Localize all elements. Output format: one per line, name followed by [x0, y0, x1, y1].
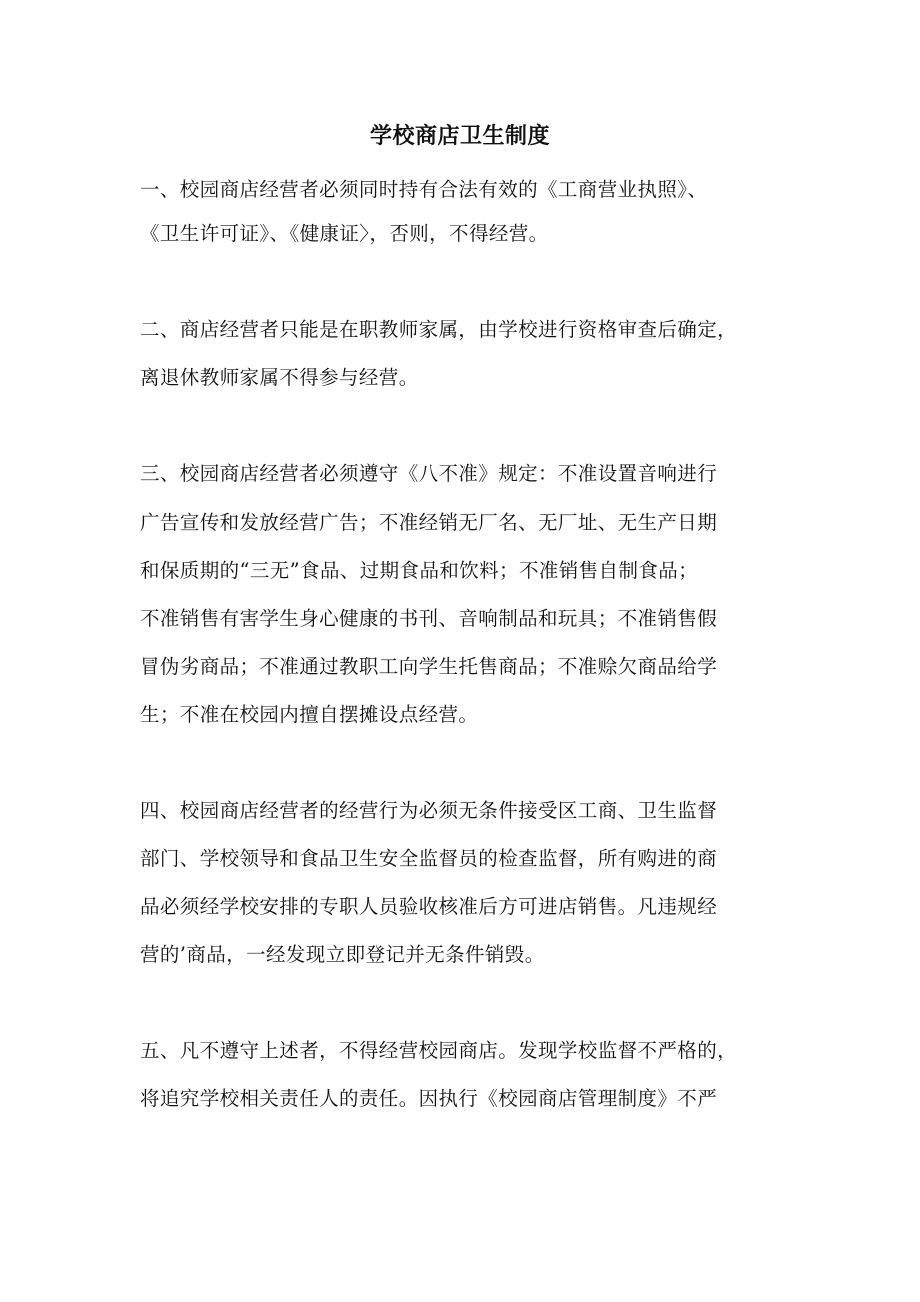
paragraph-3-line-4: 不准销售有害学生身心健康的书刊、音响制品和玩具；不准销售假: [140, 607, 718, 630]
paragraph-3-line-6: 生；不准在校园内擅自摆摊设点经营。: [140, 703, 479, 726]
document-title: 学校商店卫生制度: [369, 123, 550, 149]
paragraph-4-line-4: 营的’商品，一经发现立即登记并无条件销毁。: [140, 943, 545, 966]
paragraph-3-line-3: 和保质期的“三无”食品、过期食品和饮料；不准销售自制食品；: [140, 559, 699, 582]
paragraph-5-line-2: 将追究学校相关责任人的责任。因执行《校园商店管理制度》不严: [140, 1087, 718, 1110]
paragraph-3-line-1: 三、校园商店经营者必须遵守《八不准》规定：不准设置音响进行: [140, 462, 718, 485]
paragraph-2-line-1: 二、商店经营者只能是在职教师家属，由学校进行资格审查后确定，: [140, 318, 738, 341]
paragraph-1-line-1: 一、校园商店经营者必须同时持有合法有效的《工商营业执照》、: [140, 178, 708, 201]
paragraph-4-line-3: 品必须经学校安排的专职人员验收核准后方可进店销售。凡违规经: [140, 895, 718, 918]
paragraph-3-line-2: 广告宣传和发放经营广告；不准经销无厂名、无厂址、无生产日期: [140, 511, 718, 534]
paragraph-5-line-1: 五、凡不遵守上述者，不得经营校园商店。发现学校监督不严格的，: [140, 1039, 738, 1062]
paragraph-4-line-1: 四、校园商店经营者的经营行为必须无条件接受区工商、卫生监督: [140, 799, 718, 822]
paragraph-2-line-2: 离退休教师家属不得参与经营。: [140, 366, 419, 389]
paragraph-3-line-5: 冒伪劣商品；不准通过教职工向学生托售商品；不准赊欠商品给学: [140, 655, 718, 678]
paragraph-1-line-2: 《卫生许可证》、《健康证〉，否则，不得经营。: [140, 222, 549, 245]
paragraph-4-line-2: 部门、学校领导和食品卫生安全监督员的检查监督，所有购进的商: [140, 847, 718, 870]
